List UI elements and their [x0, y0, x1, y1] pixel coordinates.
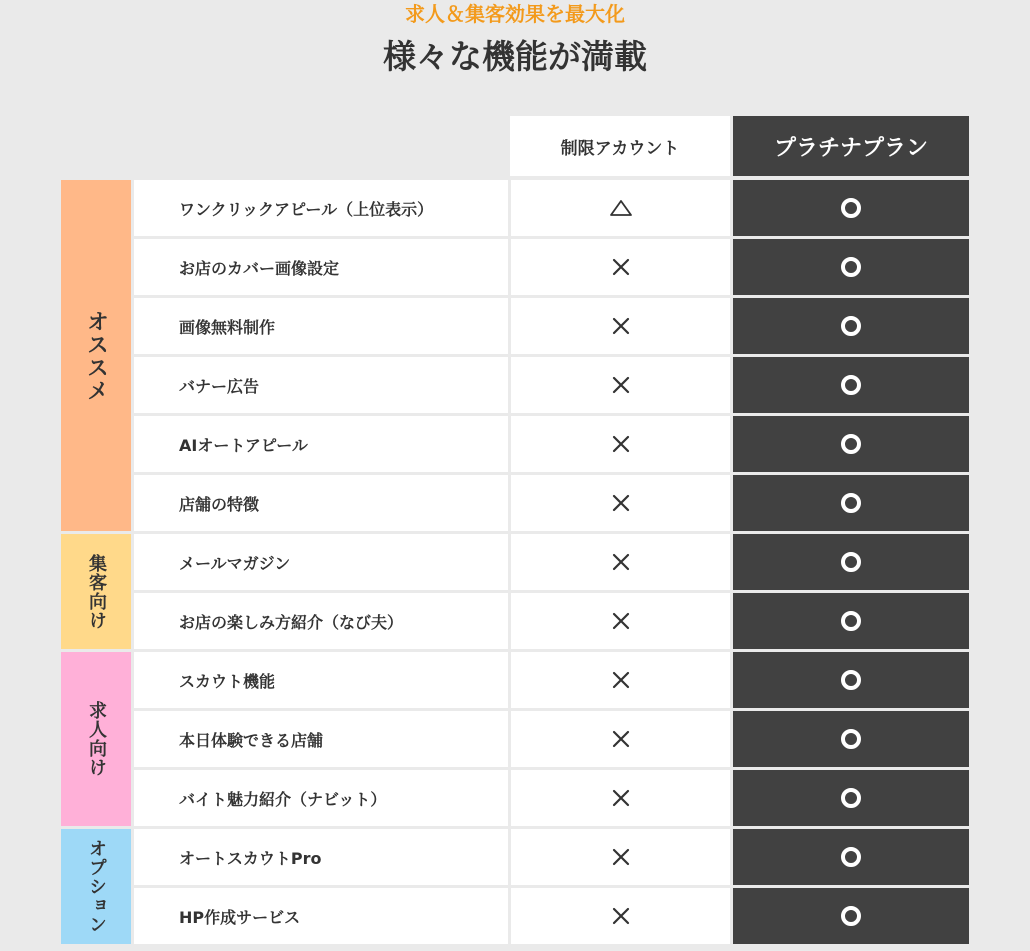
circle-icon	[839, 668, 863, 692]
circle-icon	[839, 727, 863, 751]
cross-icon	[609, 550, 633, 574]
feature-name: HP作成サービス	[134, 888, 508, 944]
feature-name: 本日体験できる店舗	[134, 711, 508, 767]
premium-plan-cell	[733, 180, 969, 236]
category-label: 集客向け	[86, 553, 107, 630]
cross-icon	[609, 314, 633, 338]
category-label: オススメ	[83, 309, 109, 402]
feature-name: 店舗の特徴	[134, 475, 508, 531]
cross-icon	[609, 255, 633, 279]
premium-plan-cell	[733, 770, 969, 826]
premium-plan-cell	[733, 416, 969, 472]
cross-icon	[609, 727, 633, 751]
category-2	[61, 534, 131, 649]
triangle-icon	[609, 196, 633, 220]
basic-plan-cell	[511, 298, 730, 354]
feature-name: ワンクリックアピール（上位表示）	[134, 180, 508, 236]
feature-name: バナー広告	[134, 357, 508, 413]
basic-plan-cell	[511, 534, 730, 590]
page-title: 様々な機能が満載	[383, 37, 647, 76]
premium-plan-cell	[733, 711, 969, 767]
cross-icon	[609, 432, 633, 456]
page-subtitle: 求人＆集客効果を最大化	[405, 2, 625, 26]
circle-icon	[839, 491, 863, 515]
circle-icon	[839, 786, 863, 810]
feature-name: 画像無料制作	[134, 298, 508, 354]
circle-icon	[839, 432, 863, 456]
circle-icon	[839, 550, 863, 574]
feature-name: バイト魅力紹介（ナビット）	[134, 770, 508, 826]
circle-icon	[839, 845, 863, 869]
column-header-premium: プラチナプラン	[733, 116, 969, 176]
cross-icon	[609, 609, 633, 633]
feature-name: お店のカバー画像設定	[134, 239, 508, 295]
cross-icon	[609, 491, 633, 515]
basic-plan-cell	[511, 416, 730, 472]
circle-icon	[839, 196, 863, 220]
premium-plan-cell	[733, 239, 969, 295]
circle-icon	[839, 904, 863, 928]
feature-name: AIオートアピール	[134, 416, 508, 472]
cross-icon	[609, 668, 633, 692]
category-4	[61, 829, 131, 944]
basic-plan-cell	[511, 711, 730, 767]
premium-plan-cell	[733, 357, 969, 413]
premium-plan-cell	[733, 593, 969, 649]
cross-icon	[609, 373, 633, 397]
cross-icon	[609, 845, 633, 869]
basic-plan-cell	[511, 770, 730, 826]
category-1	[61, 180, 131, 531]
column-header-basic: 制限アカウント	[510, 116, 730, 176]
cross-icon	[609, 904, 633, 928]
premium-plan-cell	[733, 298, 969, 354]
basic-plan-cell	[511, 357, 730, 413]
premium-plan-cell	[733, 888, 969, 944]
premium-plan-cell	[733, 475, 969, 531]
basic-plan-cell	[511, 475, 730, 531]
basic-plan-cell	[511, 829, 730, 885]
circle-icon	[839, 314, 863, 338]
basic-plan-cell	[511, 180, 730, 236]
basic-plan-cell	[511, 239, 730, 295]
category-label: 求人向け	[86, 701, 107, 777]
category-3	[61, 652, 131, 826]
circle-icon	[839, 373, 863, 397]
basic-plan-cell	[511, 593, 730, 649]
feature-name: メールマガジン	[134, 534, 508, 590]
feature-name: オートスカウトPro	[134, 829, 508, 885]
basic-plan-cell	[511, 888, 730, 944]
circle-icon	[839, 255, 863, 279]
premium-plan-cell	[733, 829, 969, 885]
circle-icon	[839, 609, 863, 633]
premium-plan-cell	[733, 534, 969, 590]
cross-icon	[609, 786, 633, 810]
premium-plan-cell	[733, 652, 969, 708]
feature-name: お店の楽しみ方紹介（なび夫）	[134, 593, 508, 649]
feature-name: スカウト機能	[134, 652, 508, 708]
basic-plan-cell	[511, 652, 730, 708]
category-label: オプション	[86, 839, 107, 934]
